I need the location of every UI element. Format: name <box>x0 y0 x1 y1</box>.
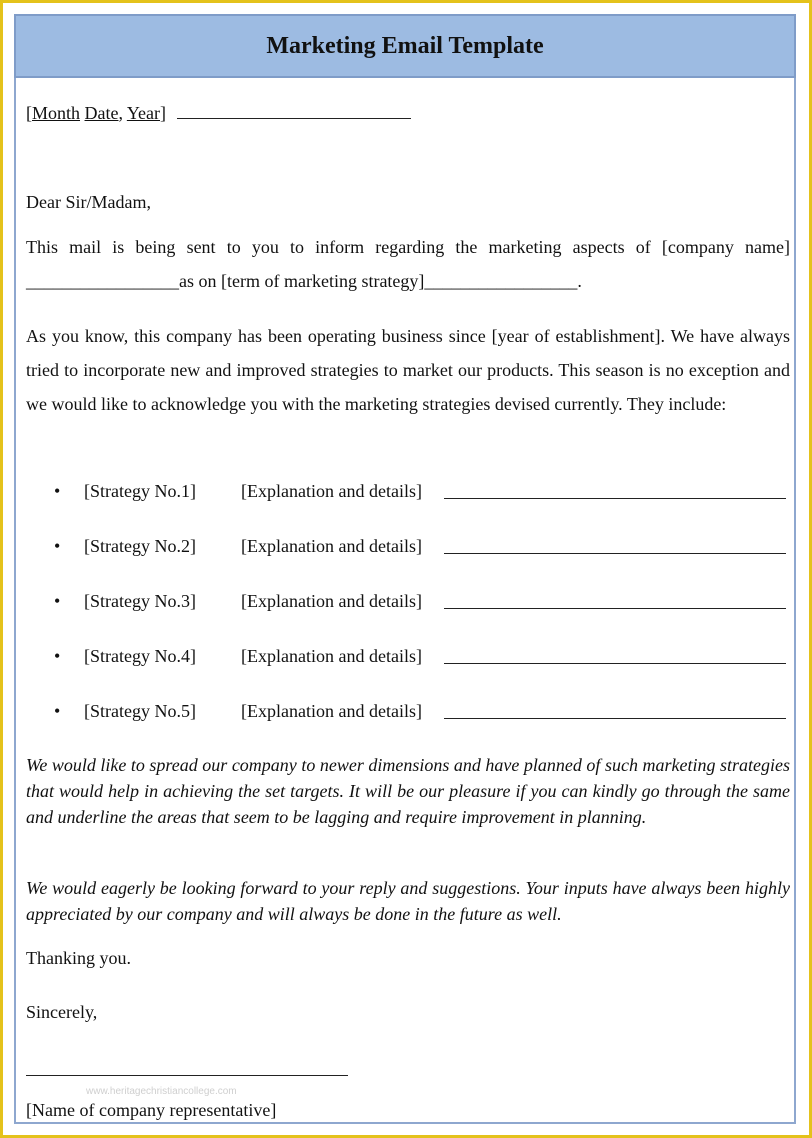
date-day: Date <box>84 103 119 123</box>
strategy-item <box>26 481 790 505</box>
strategy-blank-line <box>444 718 786 719</box>
title-banner <box>14 14 796 78</box>
strategy-item <box>26 591 790 615</box>
strategy-blank-line <box>444 663 786 664</box>
date-year: Year <box>126 103 161 123</box>
strategy-item <box>26 646 790 670</box>
strategy-name: [Strategy No.3] <box>84 591 196 611</box>
strategy-detail: [Explanation and details] <box>241 591 422 611</box>
thanks-line: Thanking you. <box>26 948 131 968</box>
plans-paragraph: We would like to spread our company to newer dimensions and have planned of such marketing strategies that would help in achieving the set targets. It will be our pleasure if you can kindly go through the same and underline the areas that seem to be lagging and require improvement in planning. <box>26 755 790 827</box>
salutation: Dear Sir/Madam, <box>26 192 151 212</box>
bullet-icon: • <box>54 701 61 721</box>
strategy-detail: [Explanation and details] <box>241 646 422 666</box>
bullet-icon: • <box>54 591 61 611</box>
signature-line <box>26 1075 348 1076</box>
date-blank-line <box>177 100 411 119</box>
date-comma: , <box>118 103 123 123</box>
strategy-item <box>26 536 790 560</box>
intro-paragraph: This mail is being sent to you to inform regarding the marketing aspects of [company name] _________________as on [term of marketing strategy]_________________. <box>26 237 790 291</box>
strategy-name: [Strategy No.5] <box>84 701 196 721</box>
date-month: Month <box>32 103 81 123</box>
background-paragraph: As you know, this company has been operating business since [year of establishment]. We have always tried to incorporate new and improved strategies to market our products. This season is no exception and we would like to acknowledge you with the marketing strategies devised currently. They include: <box>26 326 790 414</box>
strategy-name: [Strategy No.2] <box>84 536 196 556</box>
date-line <box>26 100 411 124</box>
strategy-name: [Strategy No.4] <box>84 646 196 666</box>
document-border <box>14 14 796 1124</box>
strategy-blank-line <box>444 498 786 499</box>
strategy-detail: [Explanation and details] <box>241 536 422 556</box>
bullet-icon: • <box>54 646 61 666</box>
strategy-name: [Strategy No.1] <box>84 481 196 501</box>
bullet-icon: • <box>54 536 61 556</box>
date-open-bracket: [ <box>26 103 32 123</box>
strategy-blank-line <box>444 608 786 609</box>
strategy-detail: [Explanation and details] <box>241 481 422 501</box>
strategy-detail: [Explanation and details] <box>241 701 422 721</box>
reply-paragraph: We would eagerly be looking forward to your reply and suggestions. Your inputs have always been highly appreciated by our company and will always be done in the future as well. <box>26 878 790 924</box>
date-close-bracket: ] <box>160 103 167 123</box>
bullet-icon: • <box>54 481 61 501</box>
document-title: Marketing Email Template <box>266 32 544 59</box>
signature-name: [Name of company representative] <box>26 1100 277 1120</box>
closing-line: Sincerely, <box>26 1002 98 1022</box>
watermark-text: www.heritagechristiancollege.com <box>86 1086 237 1097</box>
strategy-item <box>26 701 790 725</box>
strategy-blank-line <box>444 553 786 554</box>
